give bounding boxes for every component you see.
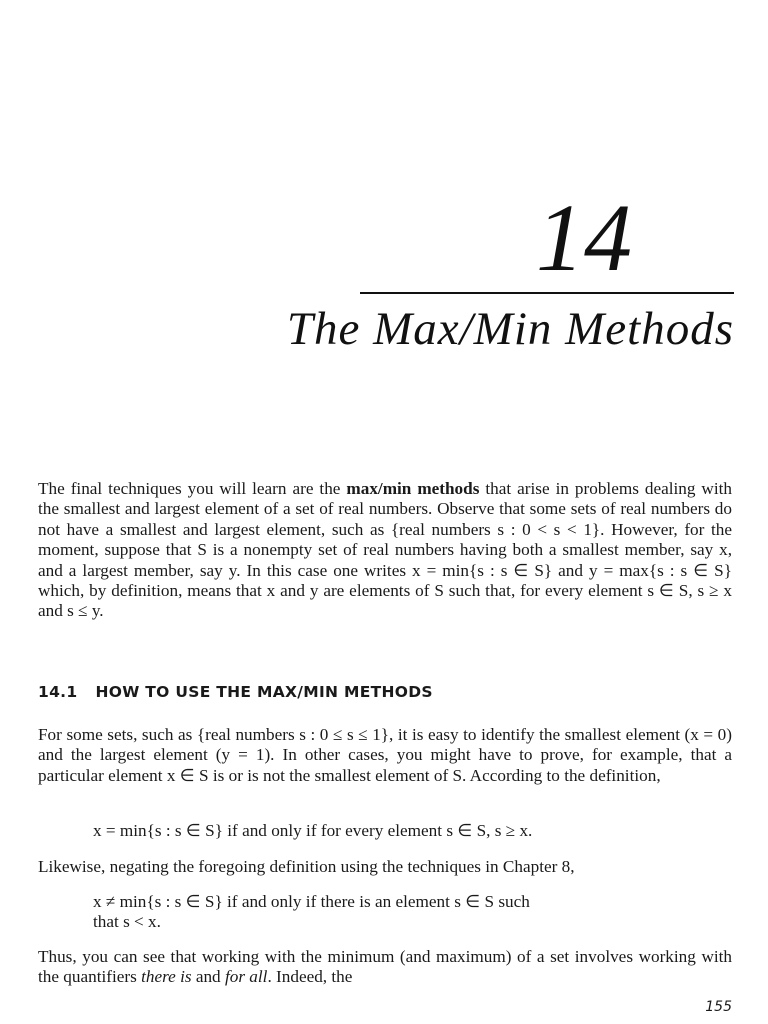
- paragraph-2-text: For some sets, such as {real numbers s : 0 ≤ s ≤ 1}, it is easy to identify the smallest element (x = 0) and the largest element (y = 1). In other cases, you might have to prove, for example, that a particular element x ∈ S is or is not the smallest element of S. According to the definition,: [38, 725, 732, 785]
- paragraph-2: [38, 725, 732, 786]
- paragraph-3-part2: and: [191, 967, 225, 987]
- section-number: 14.1: [38, 683, 78, 701]
- intro-paragraph: [38, 479, 732, 622]
- paragraph-3-part1: Thus, you can see that working with the minimum (and maximum) of a set involves working with the quantifiers: [38, 947, 732, 987]
- chapter-number: 14: [536, 184, 632, 291]
- paragraph-3-em1: there is: [141, 967, 192, 987]
- paragraph-3-em2: for all: [224, 967, 268, 987]
- intro-bold-term: max/min methods: [346, 479, 480, 498]
- display-definition: x = min{s : s ∈ S} if and only if for every element s ∈ S, s ≥ x.: [93, 821, 533, 840]
- page-number: 155: [705, 999, 732, 1015]
- paragraph-3-part3: . Indeed, the: [267, 967, 353, 987]
- display-negation-line2: that s < x.: [93, 912, 161, 932]
- display-negation: [93, 892, 683, 933]
- section-heading: [38, 682, 433, 702]
- likewise-line: Likewise, negating the foregoing definition using the techniques in Chapter 8,: [38, 857, 575, 876]
- paragraph-3: [38, 947, 732, 988]
- intro-text-start: The final techniques you will learn are the: [38, 479, 347, 498]
- display-negation-line1: x ≠ min{s : s ∈ S} if and only if there is an element s ∈ S such: [93, 892, 530, 911]
- chapter-rule: [360, 292, 734, 294]
- chapter-title: The Max/Min Methods: [286, 303, 734, 355]
- intro-text-rest: that arise in problems dealing with the smallest and largest element of a set of real numbers. Observe that some sets of real numbers do not have a smallest and largest element, such as {real numbers s : 0 < s < 1}. However, for the moment, suppose that S is a nonempty set of real numbers having both a smallest member, say x, and a largest member, say y. In this case one writes x = min{s : s ∈ S} and y = max{s : s ∈ S} which, by definition, means that x and y are elements of S such that, for every element s ∈ S, s ≥ x and s ≤ y.: [38, 479, 732, 621]
- section-title: HOW TO USE THE MAX/MIN METHODS: [95, 683, 433, 701]
